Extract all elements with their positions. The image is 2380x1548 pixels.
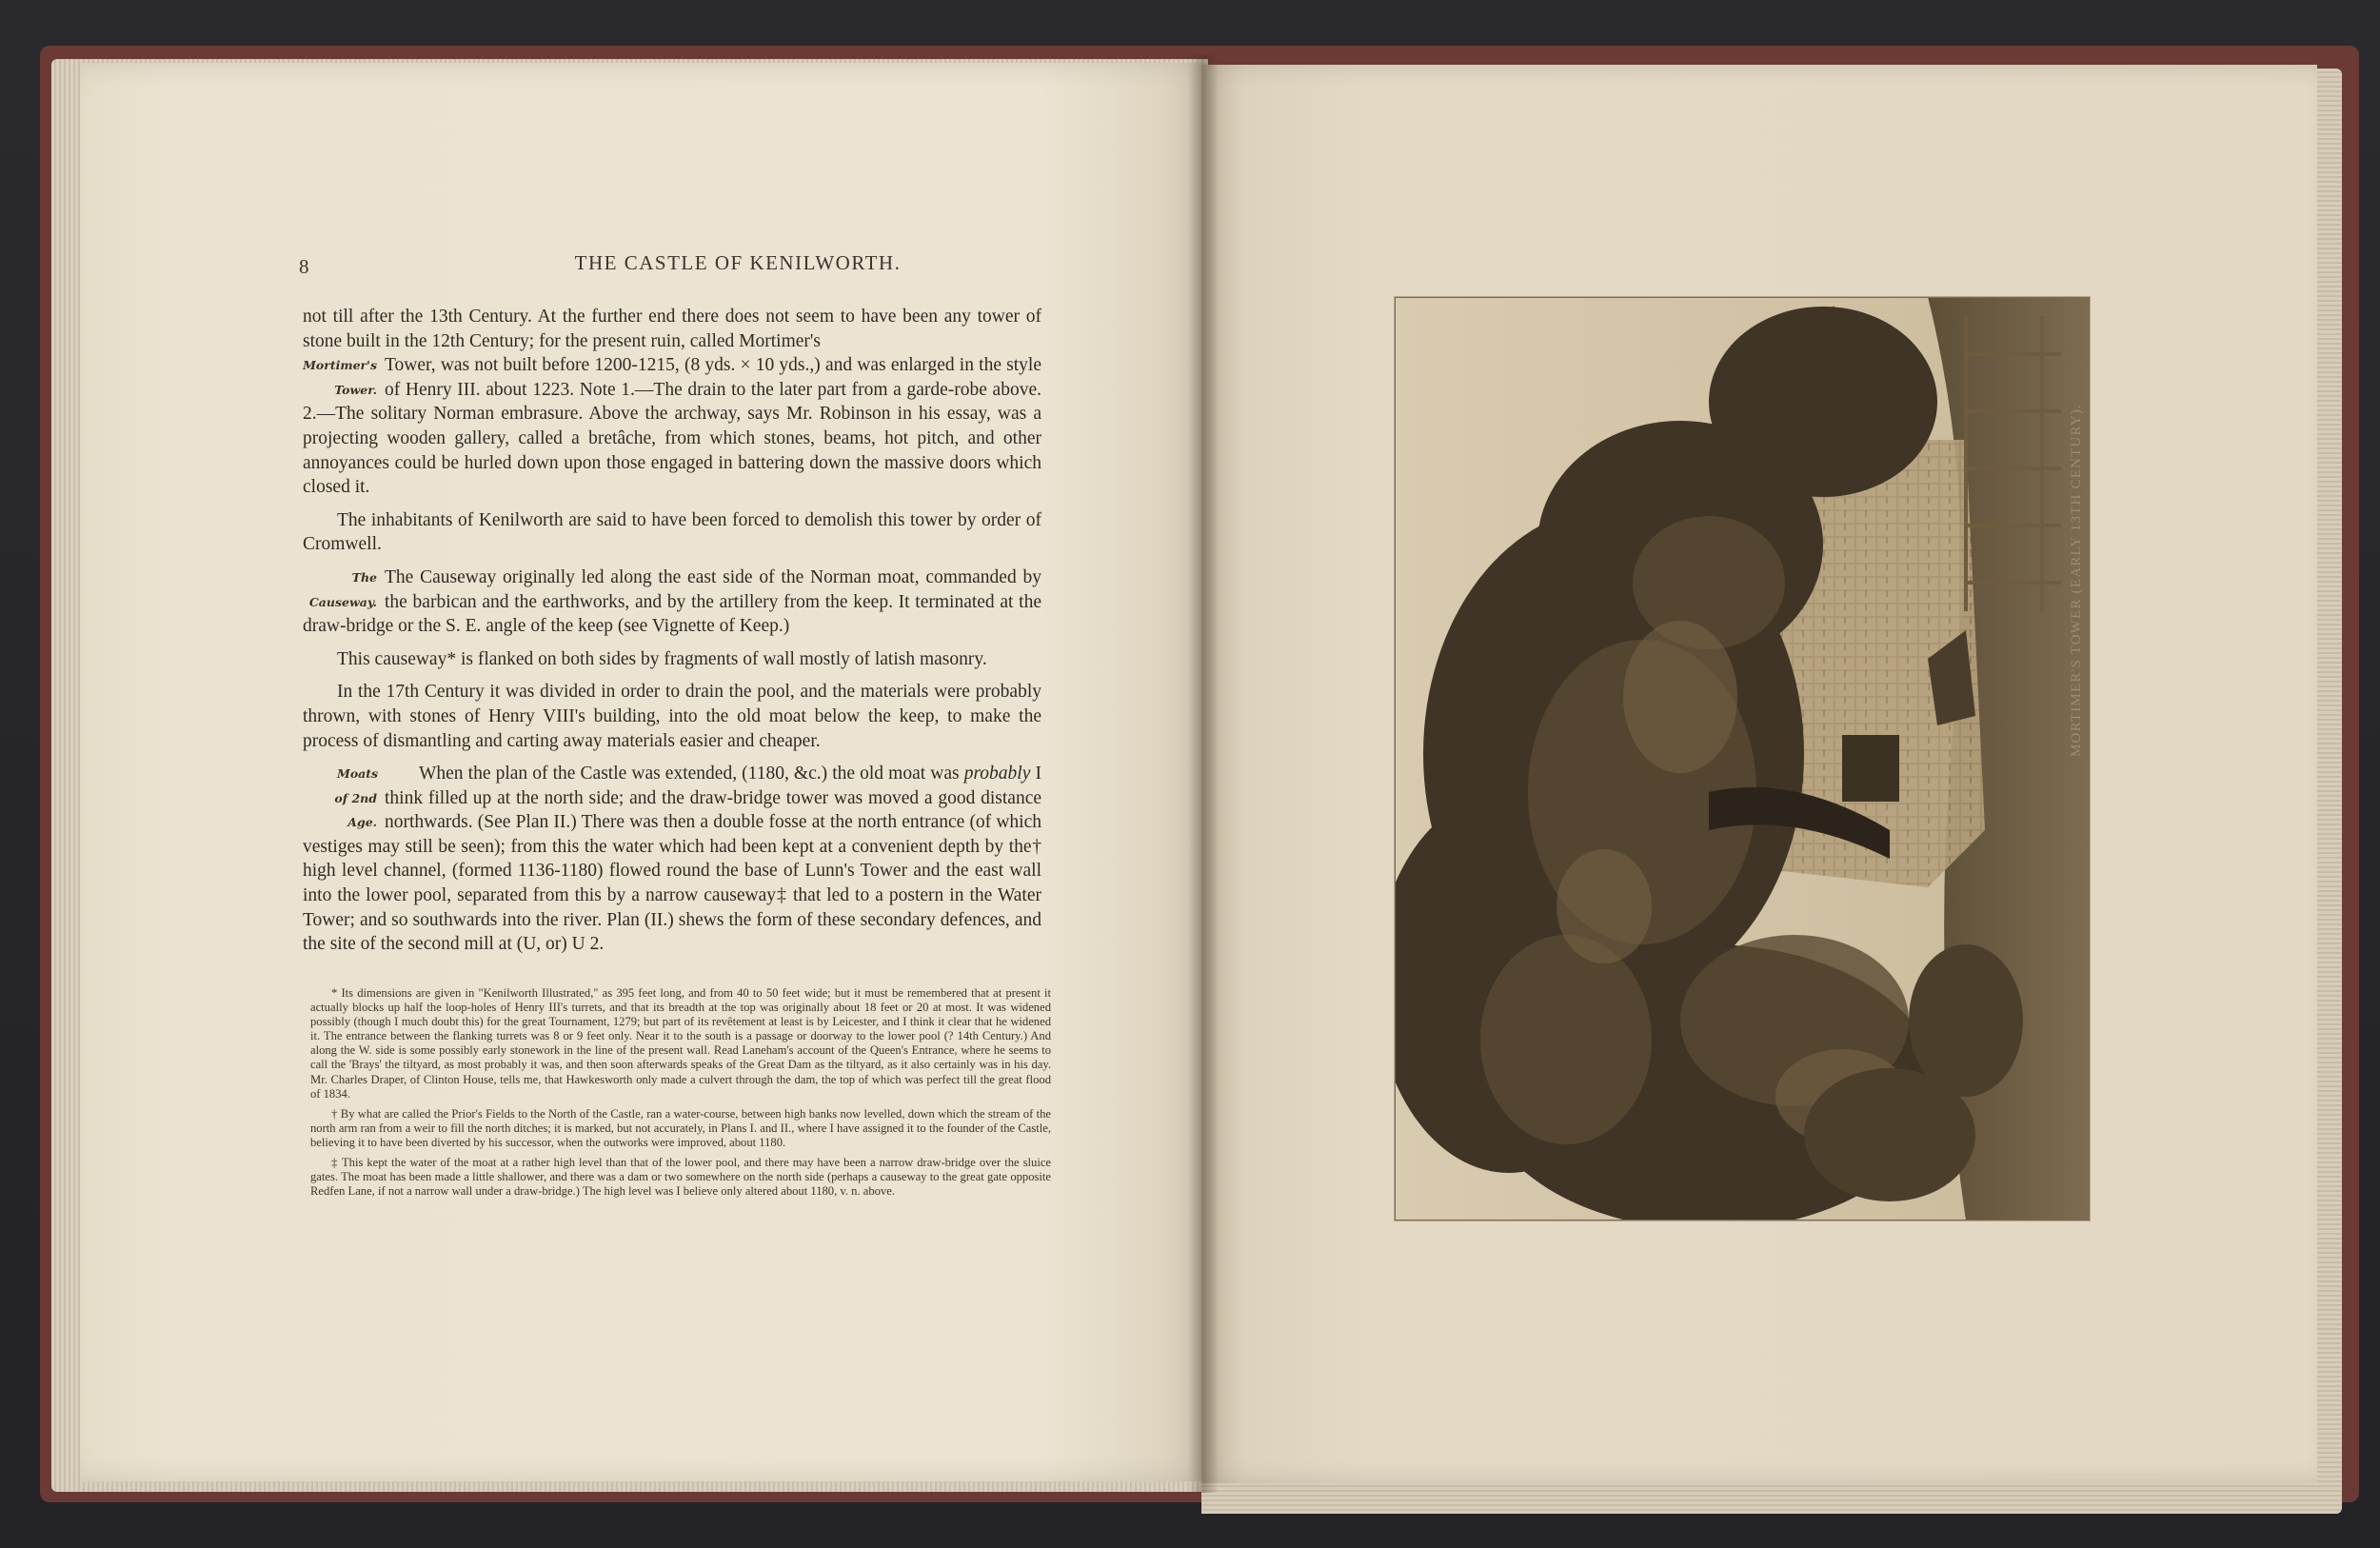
paragraph (303, 305, 1041, 353)
footnote: † By what are called the Prior's Fields to the North of the Castle, ran a water-course, between high banks now levelled, down which the stream of the north arm ran from a weir to fill the north ditches; it is marked, but not accurately, in Plans I. and II., where I have assigned it to the founder of the Castle, believing it to have been diverted by his successor, when the outworks were improved, about 1180. (310, 1106, 1051, 1149)
italic-word: probably (963, 764, 1031, 784)
paragraph (303, 566, 1041, 639)
body-text (303, 305, 1041, 957)
book-gutter (1188, 55, 1219, 1493)
running-head: THE CASTLE OF KENILWORTH. (574, 251, 902, 274)
plate-caption: MORTIMER'S TOWER (EARLY 13TH CENTURY). (2069, 403, 2084, 757)
paragraph-text: In the 17th Century it was divided in order to drain the pool, and the materials were probably thrown, with stones of Henry VIII's building, into the old moat below the keep, to make the process of dismantling and carting away materials easier and cheaper. (303, 682, 1041, 751)
page-number: 8 (299, 255, 309, 278)
paragraph-text: I think filled up at the north side; and the draw-bridge tower was moved a good distance northwards. (See Plan II.) There was then a double fosse at the north entrance (of which vestiges may still be seen); from this the water which had been kept at a convenient depth by the† high level channel, (formed 1136-1180) flowed round the base of Lunn's Tower and the east wall into the lower pool, separated from this by a narrow causeway‡ that led to a postern in the Water Tower; and so southwards into the river. Plan (II.) shews the form of these secondary defences, and the site of the second mill at (U, or) U 2. (303, 764, 1041, 955)
tower-photograph (1395, 297, 2090, 1221)
footnotes (310, 986, 1051, 1204)
paragraph (303, 508, 1041, 557)
paragraph-text: This causeway* is flanked on both sides by fragments of wall mostly of latish masonry. (337, 648, 987, 669)
paragraph-text: Tower, was not built before 1200-1215, (8 yds. × 10 yds.,) and was enlarged in the style of Henry III. about 1223. Note 1.—The drain to the later part from a garde-robe above. 2.—The solitary Norman embrasure. Above the archway, says Mr. Robinson in his essay, was a projecting wooden gallery, called a bretâche, from which stones, beams, hot pitch, and other annoyances could be hurled down upon those engaged in battering down the massive doors which closed it. (303, 355, 1041, 498)
paragraph-text: The Causeway originally led along the east side of the Norman moat, commanded by the barbican and the earthworks, and by the artillery from the keep. It terminated at the draw-bridge or the S. E. angle of the keep (see Vignette of Keep.) (303, 566, 1041, 637)
paragraph (303, 647, 1041, 672)
margin-note: Mortimer's Tower. (303, 358, 377, 397)
footnote: * Its dimensions are given in "Kenilworth Illustrated," as 395 feet long, and from 40 to 50 feet wide; but it must be remembered that at present it actually blocks up half the loop-holes of Henry III's turrets, and that its breadth at the top was originally about 18 feet or 20 at most. It was widened possibly (though I much doubt this) for the great Tournament, 1279; but part of its revêtement at least is by Leicester, and I think it clear that he widened it. The entrance between the flanking turrets was 8 or 9 feet only. Near it to the south is a passage or doorway to the lower pool (? 14th Century.) And along the W. side is some possibly early stonework in the line of the present wall. Read Laneham's account of the Queen's Entrance, where he seems to call the 'Brays' the tiltyard, as most probably it was, and then soon afterwards speaks of the Great Dam as the tiltyard, as it also certainly was in his day. Mr. Charles Draper, of Clinton House, tells me, that Hawkesworth only made a culvert through the dam, the top of which was perfect till the great flood of 1834. (310, 986, 1051, 1101)
paragraph (303, 680, 1041, 753)
paragraph-text: The inhabitants of Kenilworth are said to have been forced to demolish this tower by order of Cromwell. (303, 509, 1041, 555)
margin-note: The Causeway. (308, 569, 377, 609)
footnote: ‡ This kept the water of the moat at a rather high level than that of the lower pool, and there may have been a narrow draw-bridge over the sluice gates. The moat has been made a little shallower, and there was a dam or two somewhere on the north side (perhaps a causeway to the great gate opposite Redfen Lane, if not a narrow wall under a draw-bridge.) The high level was I believe only altered about 1180, v. n. above. (310, 1156, 1051, 1199)
paragraph (303, 762, 1041, 957)
paragraph-text: not till after the 13th Century. At the further end there does not seem to have been any tower of stone built in the 12th Century; for the present ruin, called Mortimer's (303, 307, 1041, 351)
margin-note: Moats of 2nd Age. (334, 766, 379, 830)
paragraph (303, 353, 1041, 500)
photo-plate (1395, 297, 2090, 1221)
paragraph-text: When the plan of the Castle was extended, (1180, &c.) the old moat was (419, 764, 964, 784)
